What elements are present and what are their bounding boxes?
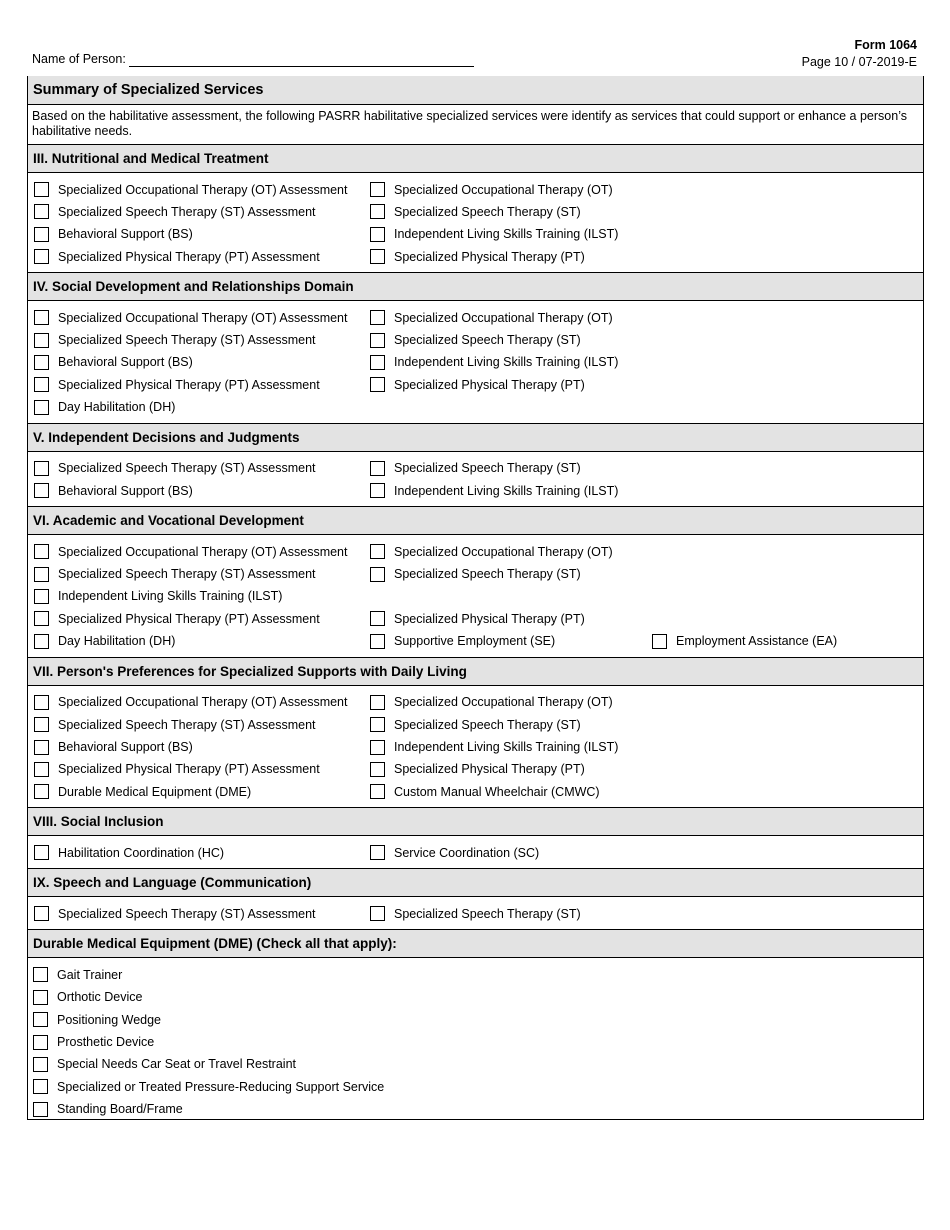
- checkbox-label: Specialized Physical Therapy (PT): [394, 611, 585, 626]
- checkbox-label: Specialized Speech Therapy (ST): [394, 333, 581, 348]
- checkbox-label: Habilitation Coordination (HC): [58, 845, 225, 860]
- checkbox[interactable]: [370, 249, 385, 264]
- checkbox[interactable]: [34, 182, 49, 197]
- service-checkbox[interactable]: [34, 483, 193, 498]
- checkbox-label: Specialized Speech Therapy (ST) Assessment: [58, 333, 316, 348]
- dme-checkbox[interactable]: [33, 990, 142, 1005]
- service-checkbox[interactable]: [370, 204, 581, 219]
- checkbox[interactable]: [34, 310, 49, 325]
- service-checkbox[interactable]: [370, 845, 539, 860]
- section-body: [28, 301, 923, 423]
- checkbox[interactable]: [370, 544, 385, 559]
- checkbox[interactable]: [370, 310, 385, 325]
- checkbox-label: Independent Living Skills Training (ILST): [58, 589, 283, 604]
- checkbox-label: Positioning Wedge: [57, 1012, 162, 1027]
- checkbox[interactable]: [33, 1102, 48, 1117]
- checkbox-label: Specialized Physical Therapy (PT) Assessment: [58, 611, 320, 626]
- checkbox-label: Specialized Speech Therapy (ST) Assessment: [58, 906, 316, 921]
- service-checkbox[interactable]: [370, 717, 581, 732]
- checkbox-label: Specialized Physical Therapy (PT): [394, 762, 585, 777]
- checkbox[interactable]: [652, 634, 667, 649]
- checkbox-label: Day Habilitation (DH): [58, 634, 176, 649]
- checkbox-label: Specialized Occupational Therapy (OT): [394, 695, 613, 710]
- checkbox[interactable]: [34, 483, 49, 498]
- checkbox[interactable]: [33, 1057, 48, 1072]
- service-checkbox[interactable]: [370, 227, 618, 242]
- checkbox-label: Specialized Physical Therapy (PT) Assessment: [58, 377, 320, 392]
- service-checkbox[interactable]: [34, 634, 175, 649]
- service-checkbox[interactable]: [370, 634, 555, 649]
- checkbox-label: Specialized Physical Therapy (PT) Assessment: [58, 249, 320, 264]
- checkbox-label: Behavioral Support (BS): [58, 355, 193, 370]
- service-checkbox[interactable]: [34, 182, 347, 197]
- service-checkbox[interactable]: [34, 400, 175, 415]
- checkbox[interactable]: [34, 740, 49, 755]
- service-checkbox[interactable]: [34, 544, 347, 559]
- service-checkbox[interactable]: [370, 695, 613, 710]
- checkbox[interactable]: [33, 1079, 48, 1094]
- checkbox[interactable]: [370, 845, 385, 860]
- checkbox[interactable]: [34, 762, 49, 777]
- dme-checkbox[interactable]: [33, 1012, 161, 1027]
- service-checkbox[interactable]: [370, 784, 600, 799]
- checkbox[interactable]: [370, 784, 385, 799]
- checkbox[interactable]: [33, 967, 48, 982]
- checkbox[interactable]: [34, 634, 49, 649]
- checkbox-label: Specialized Speech Therapy (ST) Assessment: [58, 567, 316, 582]
- service-checkbox[interactable]: [34, 695, 347, 710]
- service-checkbox[interactable]: [370, 740, 618, 755]
- section-heading: VII. Person's Preferences for Specialized Supports with Daily Living: [28, 657, 923, 686]
- checkbox-label: Specialized Occupational Therapy (OT) Assessment: [58, 182, 348, 197]
- checkbox[interactable]: [34, 589, 49, 604]
- service-checkbox[interactable]: [34, 589, 282, 604]
- section-body: [28, 686, 923, 808]
- checkbox[interactable]: [34, 906, 49, 921]
- service-checkbox[interactable]: [370, 483, 618, 498]
- checkbox[interactable]: [34, 845, 49, 860]
- service-checkbox[interactable]: [34, 204, 316, 219]
- form-title: Summary of Specialized Services: [28, 76, 923, 104]
- checkbox[interactable]: [34, 400, 49, 415]
- person-name-label: Name of Person:: [32, 52, 126, 66]
- checkbox[interactable]: [370, 634, 385, 649]
- checkbox[interactable]: [370, 567, 385, 582]
- checkbox-label: Independent Living Skills Training (ILST): [394, 740, 619, 755]
- service-checkbox[interactable]: [370, 544, 613, 559]
- service-checkbox[interactable]: [34, 227, 193, 242]
- dme-checkbox[interactable]: [33, 1102, 183, 1117]
- checkbox-label: Special Needs Car Seat or Travel Restraint: [57, 1057, 296, 1072]
- checkbox[interactable]: [370, 483, 385, 498]
- checkbox-label: Specialized Speech Therapy (ST): [394, 204, 581, 219]
- checkbox-label: Specialized Physical Therapy (PT): [394, 377, 585, 392]
- checkbox-label: Prosthetic Device: [57, 1035, 155, 1050]
- checkbox-label: Specialized Speech Therapy (ST) Assessment: [58, 717, 316, 732]
- service-checkbox[interactable]: [370, 377, 585, 392]
- checkbox-label: Specialized Physical Therapy (PT) Assessment: [58, 762, 320, 777]
- form-number: Form 1064: [854, 38, 917, 52]
- service-checkbox[interactable]: [34, 461, 316, 476]
- checkbox[interactable]: [370, 227, 385, 242]
- checkbox-label: Custom Manual Wheelchair (CMWC): [394, 784, 600, 799]
- checkbox-label: Standing Board/Frame: [57, 1102, 183, 1117]
- service-checkbox[interactable]: [34, 567, 316, 582]
- section-body: [28, 535, 923, 657]
- service-checkbox[interactable]: [652, 634, 837, 649]
- page-info: Page 10 / 07-2019-E: [801, 55, 917, 69]
- service-checkbox[interactable]: [34, 762, 320, 777]
- checkbox[interactable]: [34, 717, 49, 732]
- section-heading: III. Nutritional and Medical Treatment: [28, 144, 923, 173]
- checkbox[interactable]: [34, 204, 49, 219]
- checkbox[interactable]: [34, 249, 49, 264]
- checkbox[interactable]: [370, 182, 385, 197]
- checkbox[interactable]: [34, 784, 49, 799]
- service-checkbox[interactable]: [370, 249, 585, 264]
- checkbox-label: Behavioral Support (BS): [58, 483, 193, 498]
- checkbox-label: Specialized Speech Therapy (ST): [394, 906, 581, 921]
- checkbox-label: Day Habilitation (DH): [58, 400, 176, 415]
- intro-text: Based on the habilitative assessment, the following PASRR habilitative specialized services were identify as services that could support or enhance a person’s habilitative needs.: [28, 104, 923, 144]
- checkbox[interactable]: [34, 544, 49, 559]
- checkbox[interactable]: [370, 377, 385, 392]
- checkbox[interactable]: [370, 906, 385, 921]
- checkbox-label: Specialized Occupational Therapy (OT) Assessment: [58, 695, 348, 710]
- service-checkbox[interactable]: [34, 355, 193, 370]
- service-checkbox[interactable]: [370, 762, 585, 777]
- checkbox[interactable]: [34, 377, 49, 392]
- checkbox-label: Service Coordination (SC): [394, 845, 540, 860]
- checkbox-label: Behavioral Support (BS): [58, 227, 193, 242]
- service-checkbox[interactable]: [370, 611, 585, 626]
- section-heading: IX. Speech and Language (Communication): [28, 868, 923, 897]
- checkbox[interactable]: [33, 1012, 48, 1027]
- checkbox-label: Specialized Physical Therapy (PT): [394, 249, 585, 264]
- checkbox-label: Specialized Speech Therapy (ST): [394, 717, 581, 732]
- section-heading: VIII. Social Inclusion: [28, 807, 923, 836]
- checkbox[interactable]: [34, 611, 49, 626]
- checkbox-label: Behavioral Support (BS): [58, 740, 193, 755]
- checkbox-label: Specialized Speech Therapy (ST) Assessment: [58, 204, 316, 219]
- checkbox-label: Specialized Occupational Therapy (OT): [394, 544, 613, 559]
- dme-checkbox[interactable]: [33, 967, 122, 982]
- service-checkbox[interactable]: [34, 611, 320, 626]
- service-checkbox[interactable]: [34, 333, 316, 348]
- checkbox-label: Specialized Occupational Therapy (OT) Assessment: [58, 544, 348, 559]
- checkbox[interactable]: [370, 204, 385, 219]
- service-checkbox[interactable]: [370, 333, 581, 348]
- service-checkbox[interactable]: [34, 845, 224, 860]
- checkbox[interactable]: [34, 695, 49, 710]
- service-checkbox[interactable]: [34, 717, 316, 732]
- checkbox[interactable]: [370, 695, 385, 710]
- dme-checkbox[interactable]: [33, 1079, 384, 1094]
- checkbox-label: Specialized Occupational Therapy (OT): [394, 182, 613, 197]
- service-checkbox[interactable]: [34, 310, 347, 325]
- dme-checkbox[interactable]: [33, 1035, 154, 1050]
- checkbox[interactable]: [370, 611, 385, 626]
- checkbox[interactable]: [370, 355, 385, 370]
- service-checkbox[interactable]: [370, 355, 618, 370]
- service-checkbox[interactable]: [370, 906, 581, 921]
- checkbox-label: Durable Medical Equipment (DME): [58, 784, 252, 799]
- checkbox-label: Specialized Speech Therapy (ST): [394, 567, 581, 582]
- checkbox[interactable]: [34, 333, 49, 348]
- checkbox-label: Specialized Speech Therapy (ST): [394, 461, 581, 476]
- service-checkbox[interactable]: [34, 249, 320, 264]
- checkbox-label: Independent Living Skills Training (ILST): [394, 227, 619, 242]
- checkbox-label: Supportive Employment (SE): [394, 634, 556, 649]
- checkbox[interactable]: [370, 461, 385, 476]
- section-heading: IV. Social Development and Relationships Domain: [28, 272, 923, 301]
- checkbox-label: Specialized Occupational Therapy (OT): [394, 310, 613, 325]
- checkbox[interactable]: [33, 990, 48, 1005]
- service-checkbox[interactable]: [370, 461, 581, 476]
- service-checkbox[interactable]: [34, 740, 193, 755]
- section-body: [28, 897, 923, 929]
- checkbox[interactable]: [370, 740, 385, 755]
- checkbox[interactable]: [34, 227, 49, 242]
- checkbox-label: Independent Living Skills Training (ILST): [394, 483, 619, 498]
- checkbox[interactable]: [33, 1035, 48, 1050]
- checkbox[interactable]: [370, 717, 385, 732]
- section-body: [28, 173, 923, 272]
- section-heading: V. Independent Decisions and Judgments: [28, 423, 923, 452]
- dme-heading: Durable Medical Equipment (DME) (Check all that apply):: [28, 929, 923, 958]
- service-checkbox[interactable]: [370, 567, 581, 582]
- checkbox[interactable]: [370, 762, 385, 777]
- checkbox-label: Specialized or Treated Pressure-Reducing Support Service: [57, 1079, 385, 1094]
- section-body: [28, 452, 923, 506]
- checkbox[interactable]: [370, 333, 385, 348]
- sections-container: [28, 144, 923, 1119]
- checkbox-label: Orthotic Device: [57, 990, 143, 1005]
- checkbox[interactable]: [34, 461, 49, 476]
- service-checkbox[interactable]: [370, 310, 613, 325]
- section-body: [28, 836, 923, 868]
- checkbox-label: Independent Living Skills Training (ILST): [394, 355, 619, 370]
- service-checkbox[interactable]: [370, 182, 613, 197]
- checkbox-label: Gait Trainer: [57, 967, 123, 982]
- person-name-field[interactable]: [129, 66, 474, 67]
- checkbox-label: Employment Assistance (EA): [676, 634, 838, 649]
- checkbox-label: Specialized Occupational Therapy (OT) Assessment: [58, 310, 348, 325]
- service-checkbox[interactable]: [34, 377, 320, 392]
- checkbox-label: Specialized Speech Therapy (ST) Assessment: [58, 461, 316, 476]
- checkbox[interactable]: [34, 355, 49, 370]
- service-checkbox[interactable]: [34, 906, 316, 921]
- dme-checkbox[interactable]: [33, 1057, 296, 1072]
- service-checkbox[interactable]: [34, 784, 251, 799]
- services-form: [27, 76, 924, 1120]
- checkbox[interactable]: [34, 567, 49, 582]
- dme-body: [28, 958, 923, 1118]
- section-heading: VI. Academic and Vocational Development: [28, 506, 923, 535]
